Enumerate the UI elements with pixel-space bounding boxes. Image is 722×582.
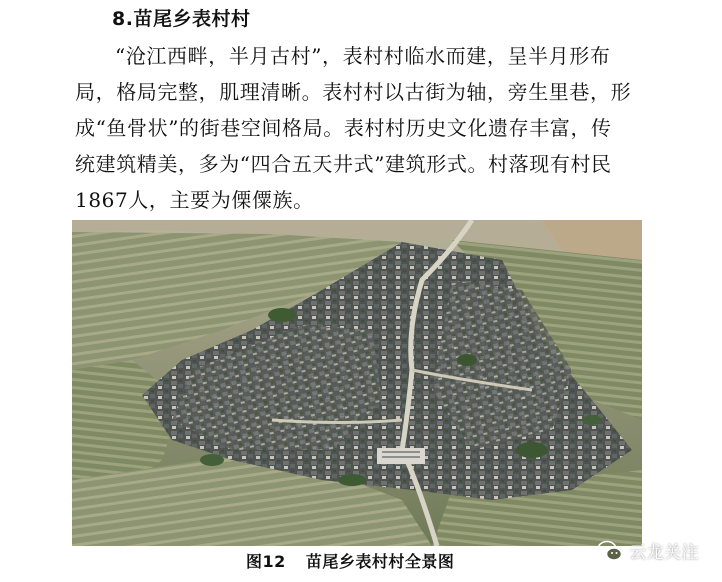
wechat-watermark — [597, 538, 699, 563]
village-panorama-photo — [72, 220, 642, 546]
body-paragraph — [75, 38, 649, 218]
paragraph-line: 成“鱼骨状”的街巷空间格局。表村村历史文化遗存丰富，传 — [75, 116, 612, 140]
paragraph-line: 统建筑精美，多为“四合五天井式”建筑形式。村落现有村民 — [75, 152, 612, 176]
wechat-account-label: 云龙关注 — [629, 543, 699, 563]
paragraph-line: 1867人，主要为傈僳族。 — [75, 188, 314, 212]
section-heading: 8.苗尾乡表村村 — [112, 8, 251, 30]
paragraph-line: 局，格局完整，肌理清晰。表村村以古街为轴，旁生里巷，形 — [75, 80, 632, 104]
figure-title: 苗尾乡表村村全景图 — [305, 552, 455, 571]
figure-caption — [246, 551, 454, 573]
paragraph-line: “沧江西畔，半月古村”，表村村临水而建，呈半月形布 — [115, 44, 611, 68]
figure-number: 图12 — [246, 552, 286, 571]
wechat-icon — [597, 540, 623, 562]
